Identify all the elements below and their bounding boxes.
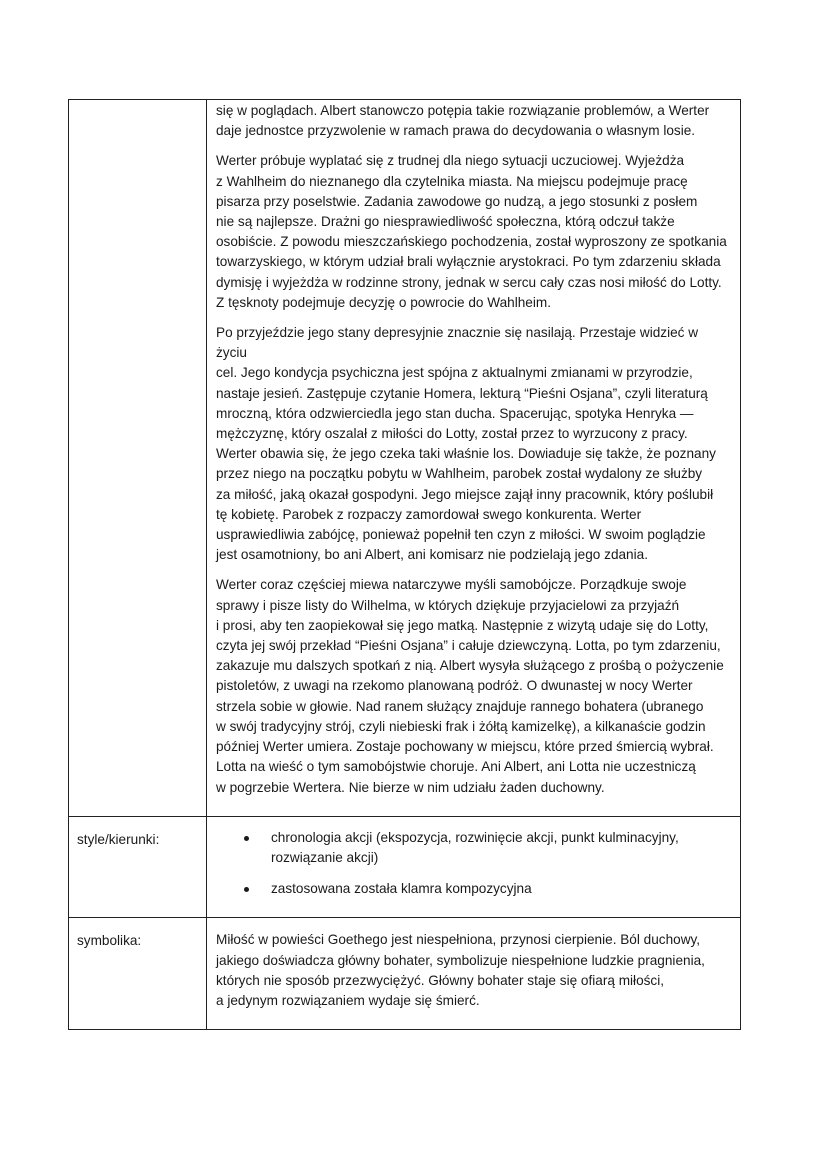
plot-paragraph-4: Werter coraz częściej miewa natarczywe myśli samobójcze. Porządkuje swoje sprawy i pisze listy do Wilhelma, w których dziękuje przyjacielowi za przyjaźń i prosi, aby ten zaopiekował się jego matką. Następnie z wizytą udaje się do Lotty, czyta jej swój przekład “Pieśni Osjana” i całuje dziewczyną. Lotta, po tym zdarzeniu, zakazuje mu dalszych spotkań z nią. Albert wysyła służącego z prośbą o pożyczenie pistoletów, z uwagi na rzekomo planowaną podróż. O dwunastej w nocy Werter strzela sobie w głowie. Nad ranem służący znajduje rannego bohatera (ubranego w swój tradycyjny strój, czyli niebieski frak i żółtą kamizelkę), a kilkanaście godzin później Werter umiera. Zostaje pochowany w miejscu, które przed śmiercią wybrał. Lotta na wieść o tym samobójstwie choruje. Ani Albert, ani Lotta nie uczestniczą w pogrzebie Wertera. Nie bierze w nim udziału żaden duchowny. <box>216 577 724 795</box>
style-content-cell <box>207 816 741 918</box>
notes-table <box>68 99 741 1030</box>
bullet-dot-icon <box>244 836 249 841</box>
row-label <box>69 100 206 113</box>
plot-paragraph-3: Po przyjeździe jego stany depresyjnie znacznie się nasilają. Przestaje widzieć w życiu cel. Jego kondycja psychiczna jest spójna z aktualnymi zmianami w przyrodzie, nastaje jesień. Zastępuje czytanie Homera, lekturą “Pieśni Osjana”, czyli literaturą mroczną, która odzwierciedla jego stan ducha. Spacerując, spotyka Henryka — mężczyznę, który oszalał z miłości do Lotty, został przez to wyrzucony z pracy. Werter obawia się, że jego czeka taki właśnie los. Dowiaduje się także, że poznany przez niego na początku pobytu w Wahlheim, parobek został wydalony ze służby za miłość, jaką okazał gospodyni. Jego miejsce zajął inny pracownik, który poślubił tę kobietę. Parobek z rozpaczy zamordował swego konkurenta. Werter usprawiedliwia zabójcę, ponieważ popełnił ten czyn z miłości. W swoim poglądzie jest osamotniony, bo ani Albert, ani komisarz nie podzielają jego zdania. <box>216 325 716 563</box>
label-cell-style <box>69 816 207 918</box>
label-cell-empty <box>69 100 207 817</box>
table-row-symbolism <box>69 918 741 1030</box>
style-label: style/kierunki: <box>77 831 160 847</box>
style-bullet-text: chronologia akcji (ekspozycja, rozwinięcie akcji, punkt kulminacyjny, rozwiązanie akcji) <box>271 829 679 865</box>
style-bullet-text: zastosowana została klamra kompozycyjna <box>271 881 532 897</box>
style-bullet-list <box>216 817 732 918</box>
symbolism-label: symbolika: <box>77 933 142 949</box>
style-bullet-item <box>244 879 732 899</box>
plot-paragraph-2: Werter próbuje wyplatać się z trudnej dla niego sytuacji uczuciowej. Wyjeżdża z Wahlheim do nieznanego dla czytelnika miasta. Na miejscu podejmuje pracę pisarza przy poselstwie. Zadania zawodowe go nudzą, a jego stosunki z posłem nie są najlepsze. Drażni go niesprawiedliwość społeczna, którą odczuł także osobiście. Z powodu mieszczańskiego pochodzenia, został wyproszony ze spotkania towarzyskiego, w którym udział brali wyłącznie arystokraci. Po tym zdarzeniu składa dymisję i wyjeżdża w rodzinne strony, jednak w sercu cały czas nosi miłość do Lotty. Z tęsknoty podejmuje decyzję o powrocie do Wahlheim. <box>216 153 727 310</box>
plot-paragraph-1: się w poglądach. Albert stanowczo potępia takie rozwiązanie problemów, a Werter daje jednostce przyzwolenie w ramach prawa do decydowania o własnym losie. <box>216 103 710 139</box>
style-bullet-item <box>244 828 732 868</box>
symbolism-content-cell <box>207 918 741 1030</box>
plot-content-cell <box>207 100 741 817</box>
label-cell-symbolism <box>69 918 207 1030</box>
table-row-plot-continuation <box>69 100 741 817</box>
table-row-style <box>69 816 741 918</box>
symbolism-paragraph: Miłość w powieści Goethego jest niespełniona, przynosi cierpienie. Ból duchowy, jakiego doświadcza główny bohater, symbolizuje niespełnione ludzkie pragnienia, których nie sposób przezwyciężyć. Główny bohater staje się ofiarą miłości, a jedynym rozwiązaniem wydaje się śmierć. <box>216 932 705 1008</box>
bullet-dot-icon <box>244 887 249 892</box>
